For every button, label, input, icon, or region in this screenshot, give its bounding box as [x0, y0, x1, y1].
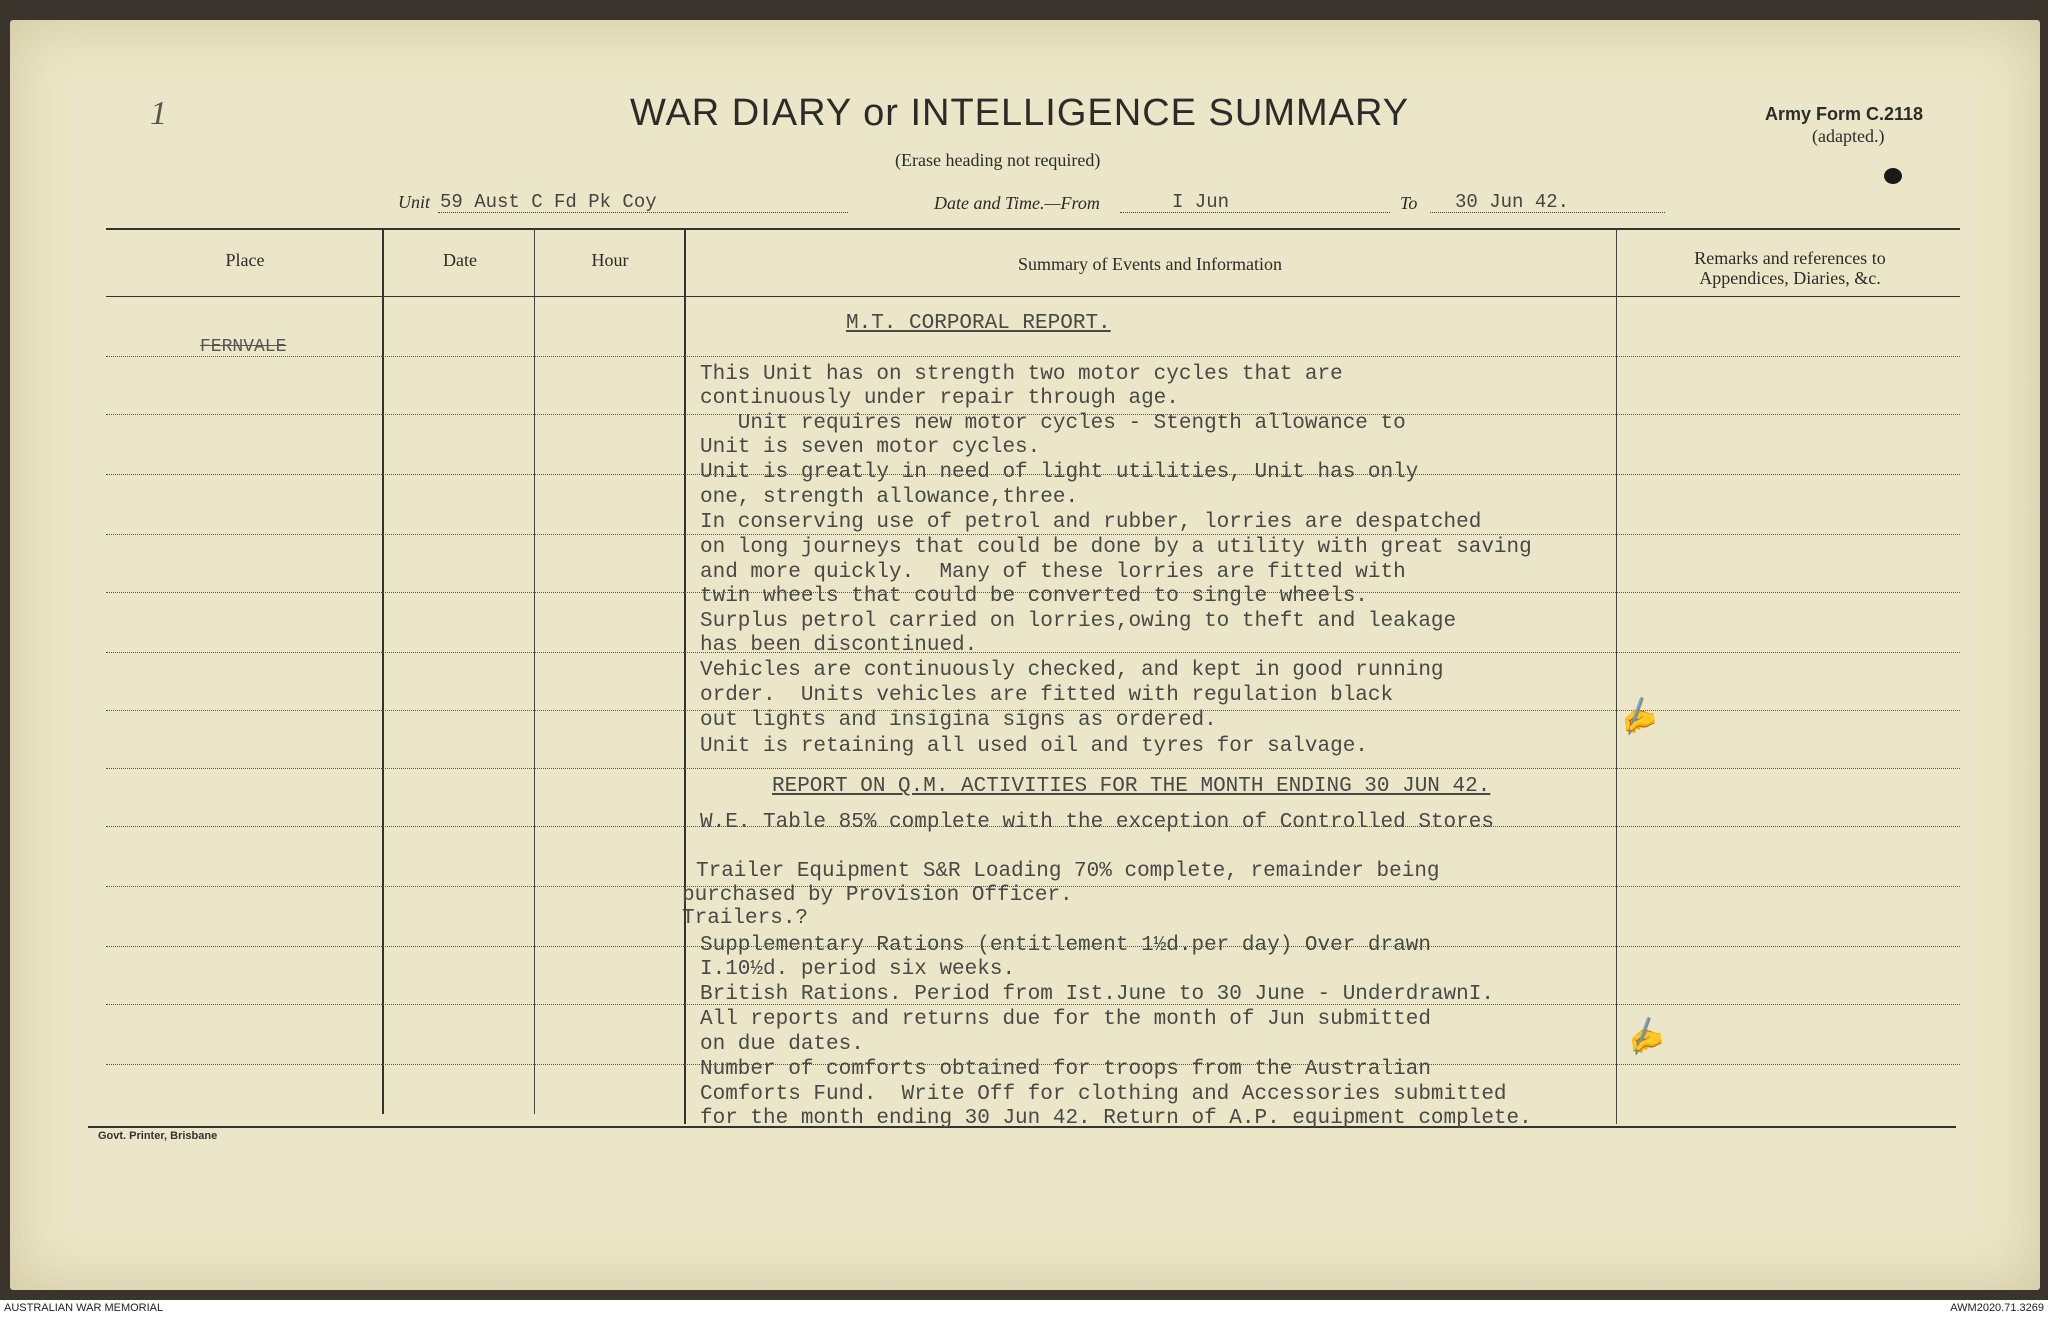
typed-line: Unit requires new motor cycles - Stength allowance to — [700, 412, 1406, 435]
typed-line: has been discontinued. — [700, 634, 978, 657]
form-number: Army Form C.2118 — [1765, 104, 1924, 124]
punch-hole — [1884, 168, 1902, 184]
column-hour: Hour — [591, 250, 629, 270]
to-value: 30 Jun 42. — [1455, 191, 1570, 213]
initials-signature-1: ✍ — [1612, 694, 1661, 741]
typed-line: Unit is seven motor cycles. — [700, 436, 1041, 459]
typed-line: twin wheels that could be converted to single wheels. — [700, 585, 1368, 608]
column-place: Place — [225, 250, 265, 270]
typed-line: purchased by Provision Officer. — [682, 884, 1073, 907]
typed-line: Number of comforts obtained for troops from the Australian — [700, 1058, 1431, 1081]
typed-line: on long journeys that could be done by a utility with great saving — [700, 536, 1532, 559]
column-date: Date — [443, 250, 477, 270]
typed-line: I.10½d. period six weeks. — [700, 958, 1016, 981]
archive-strip — [0, 1300, 2048, 1318]
from-value: I Jun — [1172, 191, 1230, 213]
archive-reference: AWM2020.71.3269 — [1950, 1302, 2044, 1314]
typed-line: This Unit has on strength two motor cycles that are — [700, 363, 1343, 386]
typed-line: Unit is retaining all used oil and tyres for salvage. — [700, 735, 1368, 758]
typed-line: Vehicles are continuously checked, and kept in good running — [700, 659, 1444, 682]
unit-label: Unit — [398, 192, 431, 212]
hour-summary-divider — [684, 228, 686, 1124]
mt-report-heading: M.T. CORPORAL REPORT. — [846, 312, 1111, 335]
archive-name: AUSTRALIAN WAR MEMORIAL — [4, 1302, 164, 1314]
column-remarks-line-2: Appendices, Diaries, &c. — [1699, 268, 1881, 288]
erase-note: (Erase heading not required) — [895, 150, 1101, 170]
printer-imprint: Govt. Printer, Brisbane — [98, 1130, 218, 1142]
page-number-mark: 1 — [150, 95, 167, 132]
ruled-line — [106, 768, 1960, 769]
from-underline — [1120, 212, 1390, 213]
column-remarks-line-1: Remarks and references to — [1694, 248, 1886, 268]
to-underline — [1430, 212, 1665, 213]
qm-report-heading: REPORT ON Q.M. ACTIVITIES FOR THE MONTH ENDING 30 JUN 42. — [772, 775, 1491, 798]
column-summary: Summary of Events and Information — [1018, 254, 1282, 274]
typed-line: Trailers.? — [682, 907, 809, 930]
typed-line: In conserving use of petrol and rubber, lorries are despatched — [700, 511, 1482, 534]
typed-line: Supplementary Rations (entitlement 1½d.per day) Over drawn — [700, 934, 1431, 957]
typed-line: All reports and returns due for the month of Jun submitted — [700, 1008, 1431, 1031]
typed-line: and more quickly. Many of these lorries are fitted with — [700, 561, 1406, 584]
typed-line: one, strength allowance,three. — [700, 486, 1079, 509]
typed-line: British Rations. Period from Ist.June to 30 June - UnderdrawnI. — [700, 983, 1494, 1006]
typed-line: Surplus petrol carried on lorries,owing to theft and leakage — [700, 610, 1457, 633]
form-adapted: (adapted.) — [1812, 126, 1885, 146]
page-title: WAR DIARY or INTELLIGENCE SUMMARY — [630, 92, 1410, 134]
ruled-line — [106, 534, 1960, 535]
initials-signature-2: ✍ — [1619, 1014, 1668, 1061]
date-label: Date and Time.—From — [934, 193, 1100, 213]
ruled-line — [106, 356, 1960, 357]
typed-line: Trailer Equipment S&R Loading 70% complete, remainder being — [696, 860, 1440, 883]
typed-line: out lights and insigina signs as ordered. — [700, 709, 1217, 732]
place-date-divider — [382, 228, 384, 1114]
typed-line: Comforts Fund. Write Off for clothing and Accessories submitted — [700, 1083, 1507, 1106]
unit-value: 59 Aust C Fd Pk Coy — [440, 191, 657, 213]
date-hour-divider — [534, 228, 535, 1114]
unit-underline — [438, 212, 848, 213]
typed-line: continuously under repair through age. — [700, 387, 1179, 410]
table-top-border — [106, 228, 1960, 230]
header-bottom-border — [106, 296, 1960, 297]
ruled-line — [106, 652, 1960, 653]
typed-line: W.E. Table 85% complete with the exception of Controlled Stores — [700, 811, 1494, 834]
typed-line: order. Units vehicles are fitted with regulation black — [700, 684, 1394, 707]
to-label: To — [1400, 193, 1418, 213]
typed-line: for the month ending 30 Jun 42. Return of A.P. equipment complete. — [700, 1107, 1532, 1130]
typed-line: on due dates. — [700, 1033, 864, 1056]
summary-remarks-divider — [1616, 228, 1617, 1124]
place-entry: FERNVALE — [200, 337, 287, 357]
typed-line: Unit is greatly in need of light utilities, Unit has only — [700, 461, 1419, 484]
